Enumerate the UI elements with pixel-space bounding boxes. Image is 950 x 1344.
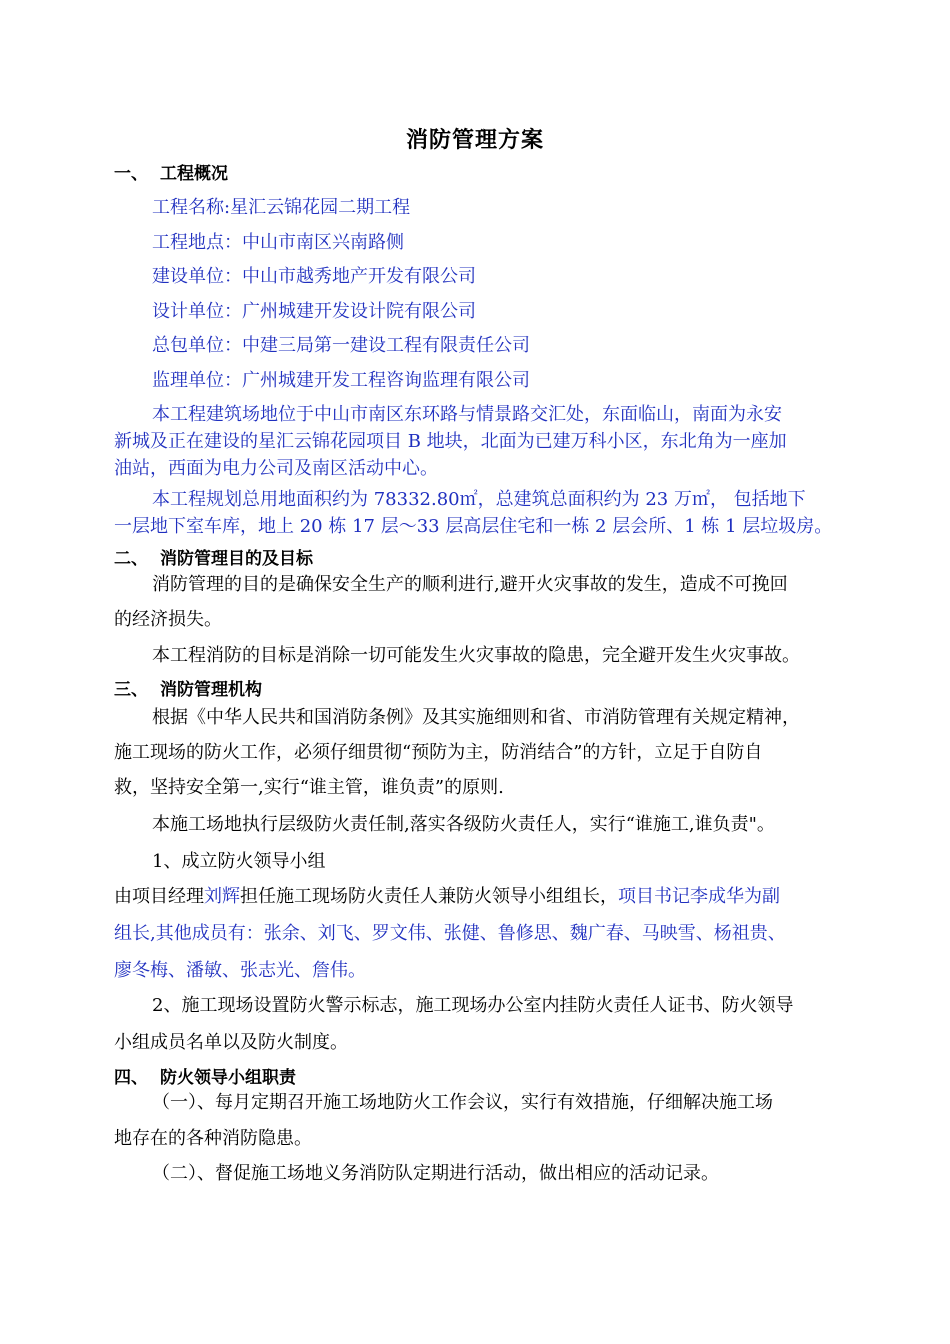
org-paragraph-line: 施工现场的防火工作，必须仔细贯彻“预防为主，防消结合”的方针，立足于自防自 (114, 742, 763, 763)
section-heading-1 (114, 161, 228, 187)
org-item-2: 小组成员名单以及防火制度。 (114, 1032, 348, 1053)
page-title: 消防管理方案 (405, 127, 544, 153)
section-title: 消防管理机构 (160, 680, 262, 700)
owner-line: 建设单位：中山市越秀地产开发有限公司 (152, 266, 476, 287)
section-heading-4 (114, 1065, 296, 1091)
org-paragraph-line: 本施工场地执行层级防火责任制,落实各级防火责任人，实行“谁施工,谁负责"。 (152, 814, 775, 835)
leader-prefix: 由项目经理 (114, 886, 204, 907)
designer-line: 设计单位：广州城建开发设计院有限公司 (152, 301, 476, 322)
leader-middle: 担任施工现场防火责任人兼防火领导小组组长， (240, 886, 618, 907)
goal-paragraph-line: 的经济损失。 (114, 609, 222, 630)
goal-paragraph-line: 本工程消防的目标是消除一切可能发生火灾事故的隐患，完全避开发生火灾事故。 (152, 645, 800, 666)
section-title: 消防管理目的及目标 (160, 549, 313, 569)
leader-name: 刘辉 (204, 886, 240, 907)
supervisor-line: 监理单位：广州城建开发工程咨询监理有限公司 (152, 370, 530, 391)
goal-paragraph-line: 消防管理的目的是确保安全生产的顺利进行,避开火灾事故的发生，造成不可挽回 (152, 574, 788, 595)
duty-line: （一）、每月定期召开施工场地防火工作会议，实行有效措施，仔细解决施工场 (152, 1092, 773, 1113)
org-item-2: 2、施工现场设置防火警示标志，施工现场办公室内挂防火责任人证书、防火领导 (152, 995, 794, 1016)
section-heading-3 (114, 677, 262, 703)
project-name-line: 工程名称:星汇云锦花园二期工程 (152, 197, 411, 218)
section-title: 工程概况 (160, 164, 228, 184)
org-item-1: 1、成立防火领导小组 (152, 851, 326, 872)
org-paragraph-line: 根据《中华人民共和国消防条例》及其实施细则和省、市消防管理有关规定精神， (152, 707, 800, 728)
section-number: 二、 (114, 549, 148, 569)
site-paragraph-line: 本工程建筑场地位于中山市南区东环路与情景路交汇处，东面临山，南面为永安 (152, 404, 782, 425)
site-paragraph-line: 油站，西面为电力公司及南区活动中心。 (114, 458, 438, 479)
contractor-line: 总包单位：中建三局第一建设工程有限责任公司 (152, 335, 530, 356)
section-number: 一、 (114, 164, 148, 184)
project-location-line: 工程地点：中山市南区兴南路侧 (152, 232, 404, 253)
site-paragraph-line: 新城及正在建设的星汇云锦花园项目 B 地块，北面为已建万科小区，东北角为一座加 (114, 431, 787, 452)
area-paragraph-line: 一层地下室车库，地上 20 栋 17 层～33 层高层住宅和一栋 2 层会所、1 栋 1 层垃圾房。 (114, 516, 833, 537)
members-line: 廖冬梅、潘敏、张志光、詹伟。 (114, 960, 366, 981)
duty-line: 地存在的各种消防隐患。 (114, 1128, 312, 1149)
duty-line: （二）、督促施工场地义务消防队定期进行活动，做出相应的活动记录。 (152, 1163, 719, 1184)
section-title: 防火领导小组职责 (160, 1068, 296, 1088)
leader-line (114, 884, 780, 910)
deputy-text: 项目书记李成华为副 (618, 886, 780, 907)
org-paragraph-line: 救，坚持安全第一,实行“谁主管，谁负责”的原则. (114, 777, 504, 798)
section-heading-2 (114, 546, 313, 572)
section-number: 四、 (114, 1068, 148, 1088)
members-line: 组长,其他成员有：张余、刘飞、罗文伟、张健、鲁修思、魏广春、马映雪、杨祖贵、 (114, 923, 786, 944)
area-paragraph-line: 本工程规划总用地面积约为 78332.80㎡，总建筑总面积约为 23 万㎡， 包括地下 (152, 489, 806, 510)
section-number: 三、 (114, 680, 148, 700)
